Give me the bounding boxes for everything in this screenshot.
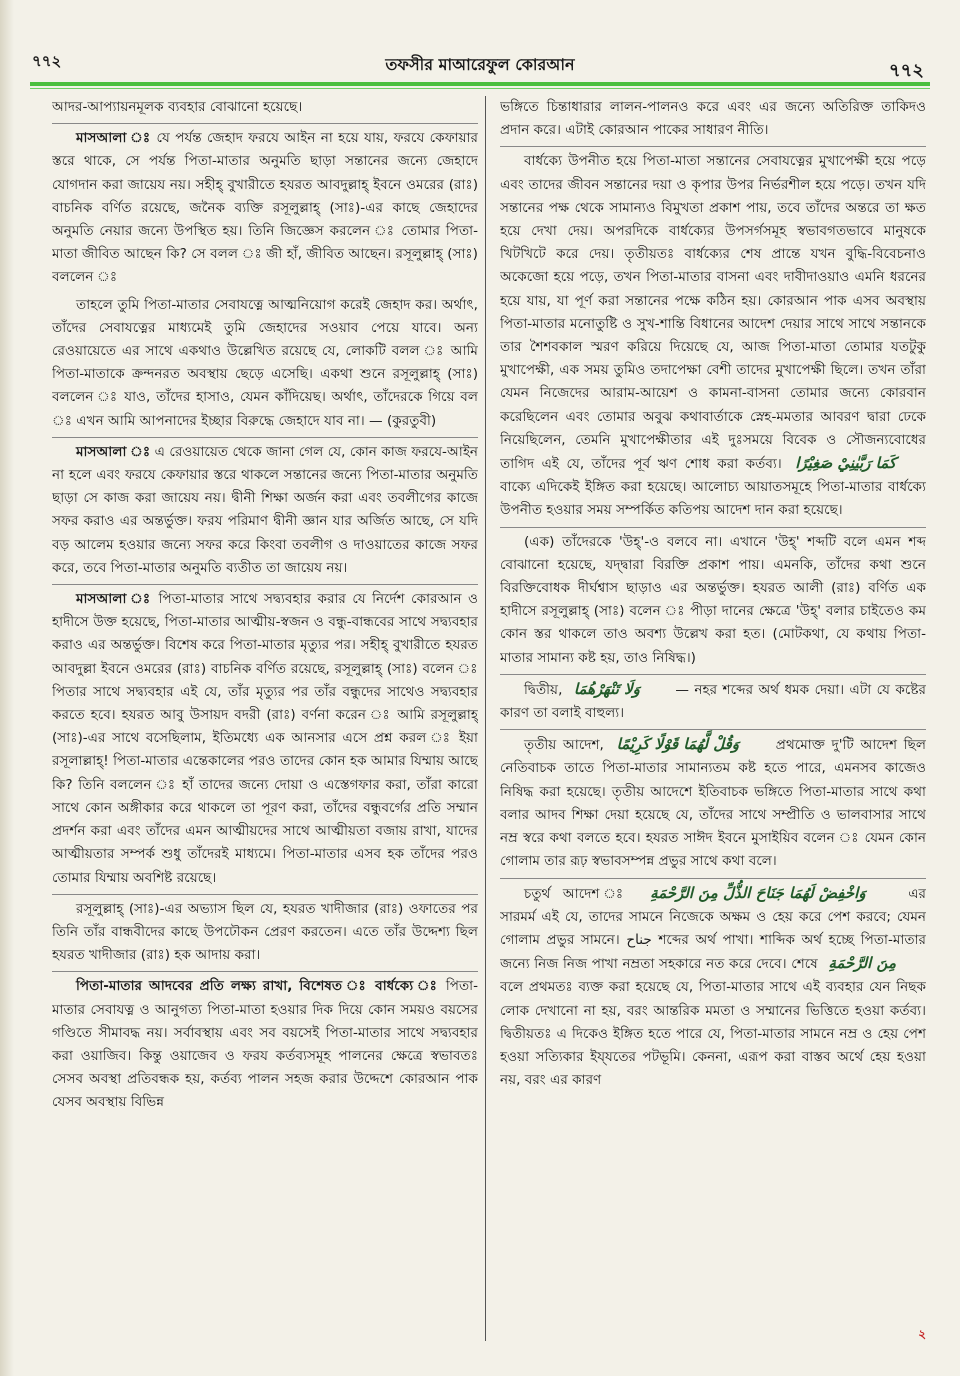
paragraph — [500, 674, 926, 725]
arabic-verse: مِنَ الرَّحْمَةِ — [828, 954, 897, 973]
paragraph-text: — নহর শব্দের অর্থ ধমক দেয়া। এটা যে কষ্টের কারণ তা বলাই বাহুল্য। — [500, 681, 926, 722]
paragraph-text: পিতা-মাতার সাথে সদ্ব্যবহার করার যে নির্দেশ কোরআন ও হাদীসে উক্ত হয়েছে, পিতা-মাতার আত্মীয়-স্বজন ও বন্ধু-বান্ধবের সাথে সদ্ব্যবহার করাও এর অন্তর্ভুক্ত। বিশেষ করে পিতা-মাতার মৃত্যুর পর। সহীহ্ বুখারীতে হযরত আবদুল্লা ইবনে ওমরের (রাঃ) বাচনিক বর্ণিত রয়েছে, রসূলুল্লাহ্ (সাঃ) বলেন ঃ পিতার সাথে সদ্ব্যবহার এই যে, তাঁর মৃত্যুর পর তাঁর বন্ধুদের সাথেও সদ্ব্যবহার করতে হবে। হযরত আবু উসায়দ বদরী (রাঃ) বর্ণনা করেন ঃ আমি রসূলুল্লাহ্ (সাঃ)-এর সাথে বসেছিলাম, ইতিমধ্যে এক আনসার এসে প্রশ্ন করল ঃ ইয়া রসূলাল্লাহ্! পিতা-মাতার এন্তেকালের পরও তাদের কোন হক আমার যিম্মায় আছে কি? তিনি বললেন ঃ হাঁ তাদের জন্যে দোয়া ও এস্তেগফার করা, তাঁরা কারো সাথে কোন অঙ্গীকার করে থাকলে তা পূরণ করা, তাঁদের বন্ধুবর্গের প্রতি সম্মান প্রদর্শন করা এবং তাঁদের এমন আত্মীয়দের সাথে আত্মীয়তা বজায় রাখা, যাদের আত্মীয়তার সম্পর্ক শুধু তাঁদেরই মাধ্যমে। পিতা-মাতার এসব হক তাঁদের পরও তোমার যিম্মায় অবশিষ্ট রয়েছে। — [52, 591, 478, 886]
paragraph-text: প্রথমোক্ত দু'টি আদেশ ছিল নেতিবাচক তাতে পিতা-মাতার সামান্যতম কষ্ট হতে পারে, এমনসব কাজেও নিষিদ্ধ করা হয়েছে। তৃতীয় আদেশে ইতিবাচক ভঙ্গিতে পিতা-মাতার সাথে কথা বলার আদব শিক্ষা দেয়া হয়েছে যে, তাঁদের সাথে সম্প্রীতি ও ভালবাসার সাথে নম্র স্বরে কথা বলতে হবে। হযরত সাঈদ ইবনে মুসাইয়িব বলেন ঃ যেমন কোন গোলাম তার রূঢ় স্বভাবসম্পন্ন প্রভুর সাথে কথা বলে। — [500, 737, 926, 870]
header-rule — [30, 82, 930, 86]
masala-paragraph — [52, 584, 478, 890]
paragraph-text: বাক্যে এদিকেই ইঙ্গিত করা হয়েছে। আলোচ্য আয়াতসমূহে পিতা-মাতার বার্ধক্যে উপনীত হওয়ার সময় সম্পর্কিত কতিপয় আদেশ দান করা হয়েছে। — [500, 479, 926, 519]
running-header — [30, 48, 930, 82]
arabic-verse: وَقُلْ لَّهُمَا قَوْلًا كَرِيْمًا — [616, 735, 740, 754]
page-number-right: ৭৭২ — [888, 60, 924, 81]
command-label: চতুর্থ আদেশ ঃ — [524, 885, 632, 902]
masala-paragraph — [52, 437, 478, 580]
left-column — [52, 96, 478, 1346]
paragraph: রসূলুল্লাহ্ (সাঃ)-এর অভ্যাস ছিল যে, হযরত খাদীজার (রাঃ) ওফাতের পর তিনি তাঁর বান্ধবীদের কাছে উপঢৌকন প্রেরণ করতেন। এতে তাঁর উদ্দেশ্য ছিল হযরত খাদীজার (রাঃ) হক আদায় করা। — [52, 894, 478, 968]
section-term: মাসআলা ঃ — [76, 591, 153, 608]
command-label: দ্বিতীয়, — [524, 681, 563, 698]
right-column — [500, 96, 926, 1346]
paragraph — [500, 729, 926, 873]
paragraph-text: পিতা-মাতার সেবাযত্ন ও আনুগত্য পিতা-মাতা হওয়ার দিক দিয়ে কোন সময়ও বয়সের গণ্ডিতে সীমাবদ্ধ নয়। সর্বাবস্থায় এবং সব বয়সেই পিতা-মাতার সাথে সদ্ব্যবহার করা ওয়াজিব। কিন্তু ওয়াজেব ও ফরয কর্তব্যসমূহ পালনের ক্ষেত্রে স্বভাবতঃ সেসব অবস্থা প্রতিবন্ধক হয়, কর্তব্য পালন সহজ করার উদ্দেশে কোরআন পাক যেসব অবস্থায় বিভিন্ন — [52, 978, 478, 1111]
arabic-verse: وَاخْفِضْ لَهُمَا جَنَاحَ الذُّلِّ مِنَ الرَّحْمَةِ — [650, 883, 866, 902]
page-edge-left — [0, 0, 14, 1376]
arabic-verse: وَلَا تَنْهَرْهُمَا — [573, 679, 640, 698]
column-divider — [485, 96, 486, 1341]
command-label: তৃতীয় আদেশ, — [524, 737, 604, 754]
paragraph: তাহলে তুমি পিতা-মাতার সেবাযত্নে আত্মনিয়োগ করেই জেহাদ কর। অর্থাৎ, তাঁদের সেবাযত্নের মাধ্যমেই তুমি জেহাদের সওয়াব পেয়ে যাবে। অন্য রেওয়ায়েতে এর সাথে একথাও উল্লেখিত রয়েছে যে, লোকটি বলল ঃ আমি পিতা-মাতাকে ক্রন্দনরত অবস্থায় ছেড়ে এসেছি। একথা শুনে রসূলুল্লাহ্ (সাঃ) বললেন ঃ যাও, তাঁদের হাসাও, যেমন কাঁদিয়েছ। অর্থাৎ, তাঁদেরকে গিয়ে বল ঃ এখন আমি আপনাদের ইচ্ছার বিরুদ্ধে জেহাদে যাব না। — (কুরতুবী) — [52, 296, 478, 429]
paragraph — [500, 878, 926, 1093]
paragraph: আদর-আপ্যায়নমূলক ব্যবহার বোঝানো হয়েছে। — [52, 99, 303, 115]
paragraph-text: এ রেওয়ায়েত থেকে জানা গেল যে, কোন কাজ ফরযে-আইন না হলে এবং ফরযে কেফায়ার স্তরে থাকলে সন্তানের জন্যে পিতা-মাতার অনুমতি ছাড়া সে কাজ করা জায়েয নয়। দ্বীনী শিক্ষা অর্জন করা এবং তবলীগের কাজে সফর করাও এর অন্তর্ভুক্ত। ফরয পরিমাণ দ্বীনী জ্ঞান যার অর্জিত আছে, সে যদি বড় আলেম হওয়ার জন্যে সফর করে কিংবা তবলীগ ও দাওয়াতের কাজে সফর করে, তবে পিতা-মাতার অনুমতি ব্যতীত তা জায়েয নয়। — [52, 443, 478, 576]
section-heading: পিতা-মাতার আদবের প্রতি লক্ষ্য রাখা, বিশেষত ঃ বার্ধক্যে ঃ — [76, 978, 440, 995]
paragraph-text: যে পর্যন্ত জেহাদ ফরযে আইন না হয়ে যায়, ফরযে কেফায়ার স্তরে থাকে, সে পর্যন্ত পিতা-মাতার অনুমতি ছাড়া সন্তানের জন্যে জেহাদে যোগদান করা জায়েয নয়। সহীহ্ বুখারীতে হযরত আবদুল্লাহ্ ইবনে ওমরের (রাঃ) বাচনিক বর্ণিত রয়েছে, জনৈক ব্যক্তি রসূলুল্লাহ্ (সাঃ)-এর কাছে জেহাদের অনুমতি নেয়ার জন্যে উপস্থিত হয়। তিনি জিজ্ঞেস করলেন ঃ তোমার পিতা-মাতা জীবিত আছেন কি? সে বলল ঃ জী হাঁ, জীবিত আছেন। রসূলুল্লাহ্ (সাঃ) বললেন ঃ — [52, 130, 478, 286]
paragraph: ভঙ্গিতে চিন্তাধারার লালন-পালনও করে এবং এর জন্যে অতিরিক্ত তাকিদও প্রদান করে। এটাই কোরআন পাকের সাধারণ নীতি। — [500, 99, 926, 139]
section-term: মাসআলা ঃ — [76, 130, 152, 147]
header-rule-thin — [30, 88, 930, 89]
corner-mark: ২ — [918, 1327, 926, 1341]
arabic-verse: كَمَا رَبَّيٰنِيْ صَغِيْرًا — [795, 454, 896, 473]
section-term: মাসআলা ঃ — [76, 443, 151, 460]
running-title: তফসীর মাআরেফুল কোরআন — [385, 55, 575, 74]
paragraph — [500, 146, 926, 522]
paragraph-text: বার্ধক্যে উপনীত হয়ে পিতা-মাতা সন্তানের সেবাযত্নের মুখাপেক্ষী হয়ে পড়ে এবং তাদের জীবন সন্তানের দয়া ও কৃপার উপর নির্ভরশীল হয়ে পড়ে। তখন যদি সন্তানের পক্ষ থেকে সামান্যও বিমুখতা প্রকাশ পায়, তবে তাঁদের অন্তরে তা ক্ষত হয়ে দেখা দেয়। অপরদিকে বার্ধক্যের উপসর্গসমূহ স্বভাবগতভাবে মানুষকে খিটখিটে করে দেয়। তৃতীয়তঃ বার্ধক্যের শেষ প্রান্তে যখন বুদ্ধি-বিবেচনাও অকেজো হয়ে পড়ে, তখন পিতা-মাতার বাসনা এবং দাবীদাওয়াও এমনি ধরনের হয়ে যায়, যা পূর্ণ করা সন্তানের পক্ষে কঠিন হয়। কোরআন পাক এসব অবস্থায় পিতা-মাতার মনোতুষ্টি ও সুখ-শান্তি বিধানের আদেশ দেয়ার সাথে সাথে সন্তানকে তার শৈশবকাল স্মরণ করিয়ে দিয়েছে যে, আজ পিতা-মাতা তোমার যতটুকু মুখাপেক্ষী, এক সময় তুমিও তদাপেক্ষা বেশী তাদের মুখাপেক্ষী ছিলে। তখন তাঁরা যেমন নিজেদের আরাম-আয়েশ ও কামনা-বাসনা তোমার জন্যে কোরবান করেছিলেন এবং তোমার অবুঝ কথাবার্তাকে স্নেহ-মমতার আবরণ দ্বারা ঢেকে নিয়েছিলেন, তেমনি মুখাপেক্ষীতার এই দুঃসময়ে বিবেক ও সৌজন্যবোধের তাগিদ এই যে, তাঁদের পূর্ব ঋণ শোধ করা কর্তব্য। — [500, 153, 926, 473]
page-number-left: ৭৭২ — [32, 52, 62, 70]
paragraph-text: এর সারমর্ম এই যে, তাদের সামনে নিজেকে অক্ষম ও হেয় করে পেশ করবে; যেমন গোলাম প্রভুর সামনে। جناح শব্দের অর্থ পাখা। শাব্দিক অর্থ হচ্ছে পিতা-মাতার জন্যে নিজ নিজ পাখা নম্রতা সহকারে নত করে দেবে। শেষে — [500, 885, 926, 973]
masala-paragraph — [52, 123, 478, 289]
paragraph-text: বলে প্রথমতঃ ব্যক্ত করা হয়েছে যে, পিতা-মাতার সাথে এই ব্যবহার যেন নিছক লোক দেখানো না হয়, বরং আন্তরিক মমতা ও সম্মানের ভিত্তিতে হওয়া কর্তব্য। দ্বিতীয়তঃ এ দিকেও ইঙ্গিত হতে পারে যে, পিতা-মাতার সামনে নম্র ও হেয় পেশ হওয়া সত্যিকার ইয্‌যতের পটভূমি। কেননা, এরূপ করা বাস্তব অর্থে হেয় হওয়া নয়, বরং এর কারণ — [500, 979, 926, 1089]
section-paragraph — [52, 971, 478, 1114]
paragraph: (এক) তাঁদেরকে 'উহ্'-ও বলবে না। এখানে 'উহ্' শব্দটি বলে এমন শব্দ বোঝানো হয়েছে, যদ্দ্বারা বিরক্তি প্রকাশ পায়। এমনকি, তাঁদের কথা শুনে বিরক্তিবোধক দীর্ঘশ্বাস ছাড়াও এর অন্তর্ভুক্ত। হযরত আলী (রাঃ) বর্ণিত এক হাদীসে রসূলুল্লাহ্ (সাঃ) বলেন ঃ পীড়া দানের ক্ষেত্রে 'উহ্' বলার চাইতেও কম কোন স্তর থাকলে তাও অবশ্য উল্লেখ করা হত। (মোটকথা, যে কথায় পিতা-মাতার সামান্য কষ্ট হয়, তাও নিষিদ্ধ।) — [500, 527, 926, 670]
